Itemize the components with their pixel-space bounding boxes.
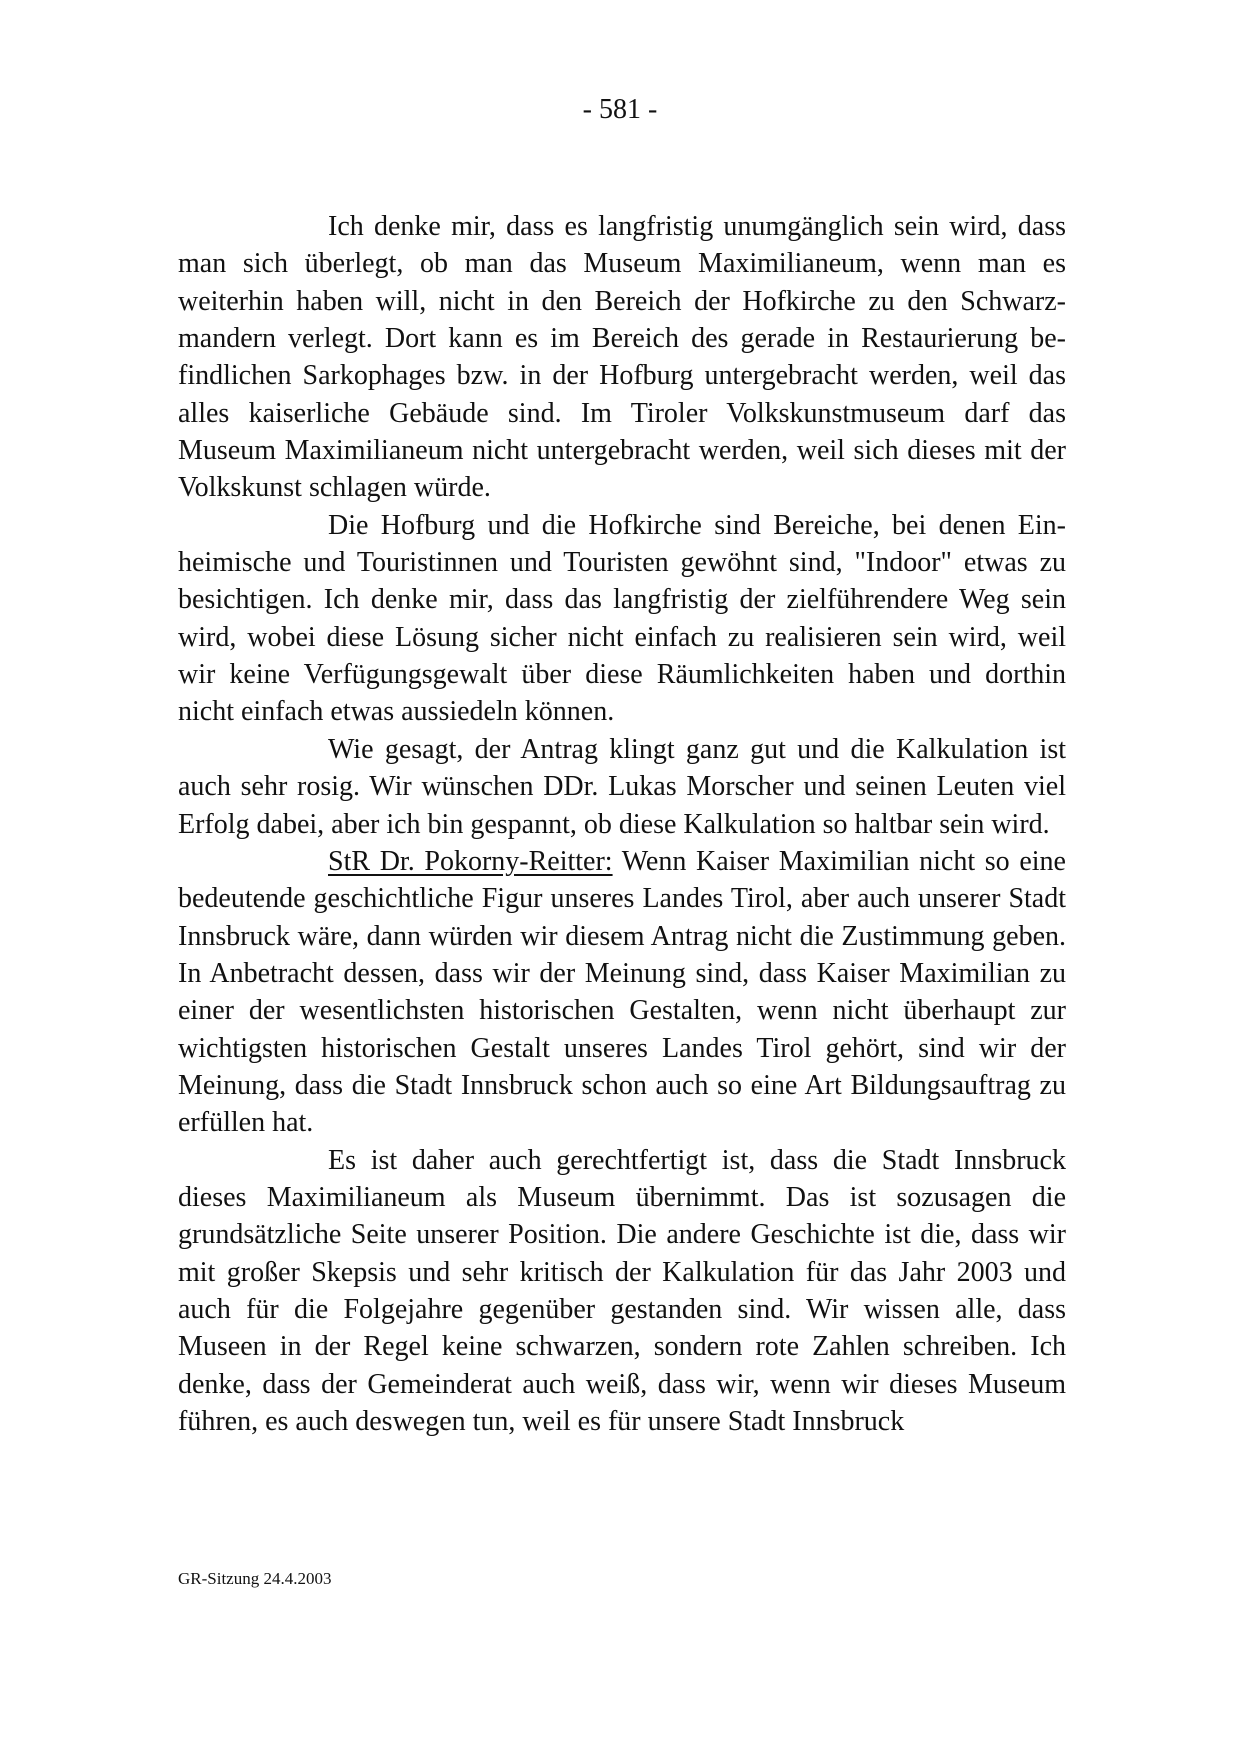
paragraph: Es ist daher auch gerechtfertigt ist, dass die Stadt Innsbruck dieses Maximilianeum als Museum übernimmt. Das ist sozusagen die grundsätzliche Seite unserer Position. Die andere Geschichte ist die, dass wir mit großer Skepsis und sehr kritisch der Kalkulation für das Jahr 2003 und auch für die Folgejahre gegenüber gestanden sind. Wir wissen alle, dass Museen in der Regel keine schwarzen, sondern rote Zahlen schreiben. Ich denke, dass der Gemeinderat auch weiß, dass wir, wenn wir dieses Museum führen, es auch deswegen tun, weil es für unsere Stadt Innsbruck — [178, 1144, 1066, 1437]
paragraph: Ich denke mir, dass es langfristig unumgänglich sein wird, dass man sich überlegt, ob man das Museum Maximilianeum, wenn man es weiterhin haben will, nicht in den Bereich der Hofkirche zu den Schwarzmandern verlegt. Dort kann es im Bereich des gerade in Restaurierung befindlichen Sarkophages bzw. in der Hofburg untergebracht werden, weil das alles kaiserliche Gebäude sind. Im Tiroler Volkskunstmuseum darf das Museum Maximilianeum nicht untergebracht werden, weil sich dieses mit der Volkskunst schlagen würde. — [178, 211, 1066, 504]
speaker-name: StR Dr. Pokorny-Reitter: — [328, 845, 613, 877]
paragraph: Wie gesagt, der Antrag klingt ganz gut und die Kalkulation ist auch sehr rosig. Wir wünschen DDr. Lukas Morscher und seinen Leuten viel Erfolg dabei, aber ich bin gespannt, ob diese Kalkulation so haltbar sein wird. — [178, 733, 1066, 840]
speech-text: Wenn Kaiser Maximilian nicht so eine bedeutende geschichtliche Figur unseres Landes Tirol, aber auch unserer Stadt Innsbruck wäre, dann würden wir diesem Antrag nicht die Zustimmung geben. In Anbetracht dessen, dass wir der Meinung sind, dass Kaiser Maximilian zu einer der wesentlichsten historischen Gestalten, wenn nicht überhaupt zur wichtigsten historischen Gestalt unseres Landes Tirol gehört, sind wir der Meinung, dass die Stadt Innsbruck schon auch so eine Art Bildungsauftrag zu erfüllen hat. — [178, 845, 1066, 1139]
page-number: - 581 - — [582, 94, 658, 125]
paragraph: Die Hofburg und die Hofkirche sind Bereiche, bei denen Einheimische und Touristinnen und Touristen gewöhnt sind, "Indoor" etwas zu besichtigen. Ich denke mir, dass das langfristig der zielführendere Weg sein wird, wobei diese Lösung sicher nicht einfach zu realisieren sein wird, weil wir keine Verfügungsgewalt über diese Räumlichkeiten haben und dorthin nicht einfach etwas aussiedeln können. — [178, 509, 1066, 728]
document-body — [178, 208, 1066, 1440]
paragraph-speech — [178, 843, 1066, 1142]
footer-session-date: GR-Sitzung 24.4.2003 — [178, 1569, 332, 1588]
